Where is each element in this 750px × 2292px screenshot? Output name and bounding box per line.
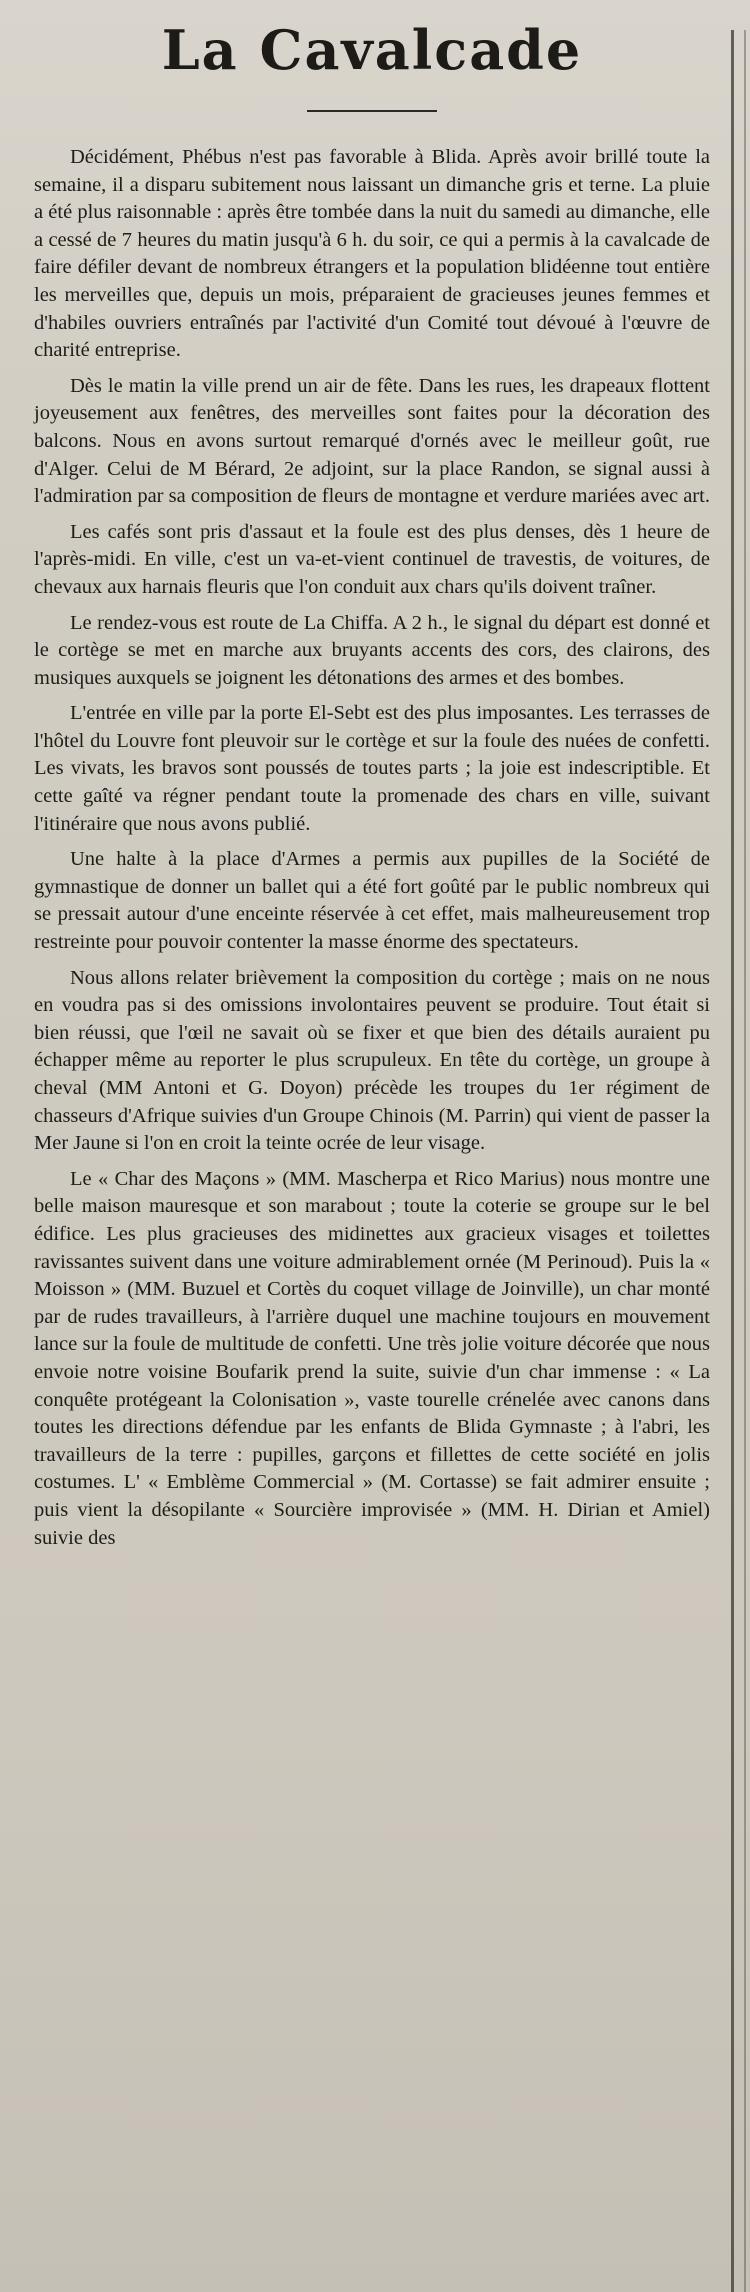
article-paragraph: Le rendez-vous est route de La Chiffa. A 2 h., le signal du départ est donné et le cortège se met en marche aux bruyants accents des cors, des clairons, des musiques auxquels se joignent les détonations des armes et des bombes. (34, 611, 710, 689)
title-divider (307, 110, 437, 112)
article-body (34, 144, 710, 1552)
column-rule-outer (744, 30, 746, 2292)
article-paragraph: Nous allons relater brièvement la composition du cortège ; mais on ne nous en voudra pas si des omissions involontaires peuvent se produire. Tout était si bien réussi, que l'œil ne savait où se fixer et que bien des détails auraient pu échapper même au reporter le plus scrupuleux. En tête du cortège, un groupe à cheval (MM Antoni et G. Doyon) précède les troupes du 1er régiment de chasseurs d'Afrique suivies d'un Groupe Chinois (M. Parrin) qui vient de passer la Mer Jaune si l'on en croit la teinte ocrée de leur visage. (34, 966, 710, 1155)
article-paragraph: Les cafés sont pris d'assaut et la foule est des plus denses, dès 1 heure de l'après-midi. En ville, c'est un va-et-vient continuel de travestis, de voitures, de chevaux aux harnais fleuris que l'on conduit aux chars qu'ils doivent traîner. (34, 520, 710, 598)
article-paragraph: Dès le matin la ville prend un air de fête. Dans les rues, les drapeaux flottent joyeusement aux fenêtres, des merveilles sont faites pour la décoration des balcons. Nous en avons surtout remarqué d'ornés avec le meilleur goût, rue d'Alger. Celui de M Bérard, 2e adjoint, sur la place Randon, se signal aussi à l'admiration par sa composition de fleurs de montagne et verdure mariées avec art. (34, 374, 710, 508)
article-paragraph: Une halte à la place d'Armes a permis aux pupilles de la Société de gymnastique de donner un ballet qui a été fort goûté par le public nombreux qui se pressait autour d'une enceinte réservée à cet effet, mais malheureusement trop restreinte pour pouvoir contenter la masse énorme des spectateurs. (34, 848, 710, 954)
article-title: La Cavalcade (161, 18, 583, 82)
article-paragraph: Le « Char des Maçons » (MM. Mascherpa et Rico Marius) nous montre une belle maison mauresque et son marabout ; toute la coterie se groupe sur le bel édifice. Les plus gracieuses des midinettes aux gracieux visages et toilettes ravissantes suivent dans une voiture admirablement ornée (M Perinoud). Puis la « Moisson » (MM. Buzuel et Cortès du coquet village de Joinville), un char monté par de rudes travailleurs, à l'arrière duquel une machine toujours en mouvement lance sur la foule de multitude de confetti. Une très jolie voiture décorée que nous envoie notre voisine Boufarik prend la suite, suivie d'un char immense : « La conquête protégeant la Colonisation », vaste tourelle crénelée avec canons dans toutes les directions défendue par les enfants de Blida Gymnaste ; à l'abri, les travailleurs de la terre : pupilles, garçons et fillettes de cette société en jolis costumes. L' « Emblème Commercial » (M. Cortasse) se fait admirer ensuite ; puis vient la désopilante « Sourcière improvisée » (MM. H. Dirian et Amiel) suivie des (34, 1167, 710, 1549)
article-paragraph: Décidément, Phébus n'est pas favorable à Blida. Après avoir brillé toute la semaine, il a disparu subitement nous laissant un dimanche gris et terne. La pluie a été plus raisonnable : après être tombée dans la nuit du samedi au dimanche, elle a cessé de 7 heures du matin jusqu'à 6 h. du soir, ce qui a permis à la cavalcade de faire défiler devant de nombreux étrangers et la population blidéenne tout entière les merveilles que, depuis un mois, préparaient de gracieuses jeunes femmes et d'habiles ouvriers entraînés par l'activité d'un Comité tout dévoué à l'œuvre de charité entreprise. (34, 146, 710, 362)
article-paragraph: L'entrée en ville par la porte El-Sebt est des plus imposantes. Les terrasses de l'hôtel du Louvre font pleuvoir sur le cortège et sur la foule des nuées de confetti. Les vivats, les bravos sont poussés de toutes parts ; la joie est indescriptible. Et cette gaîté va régner pendant toute la promenade des chars en ville, suivant l'itinéraire que nous avons publié. (34, 702, 710, 835)
column-rule (731, 30, 734, 2292)
